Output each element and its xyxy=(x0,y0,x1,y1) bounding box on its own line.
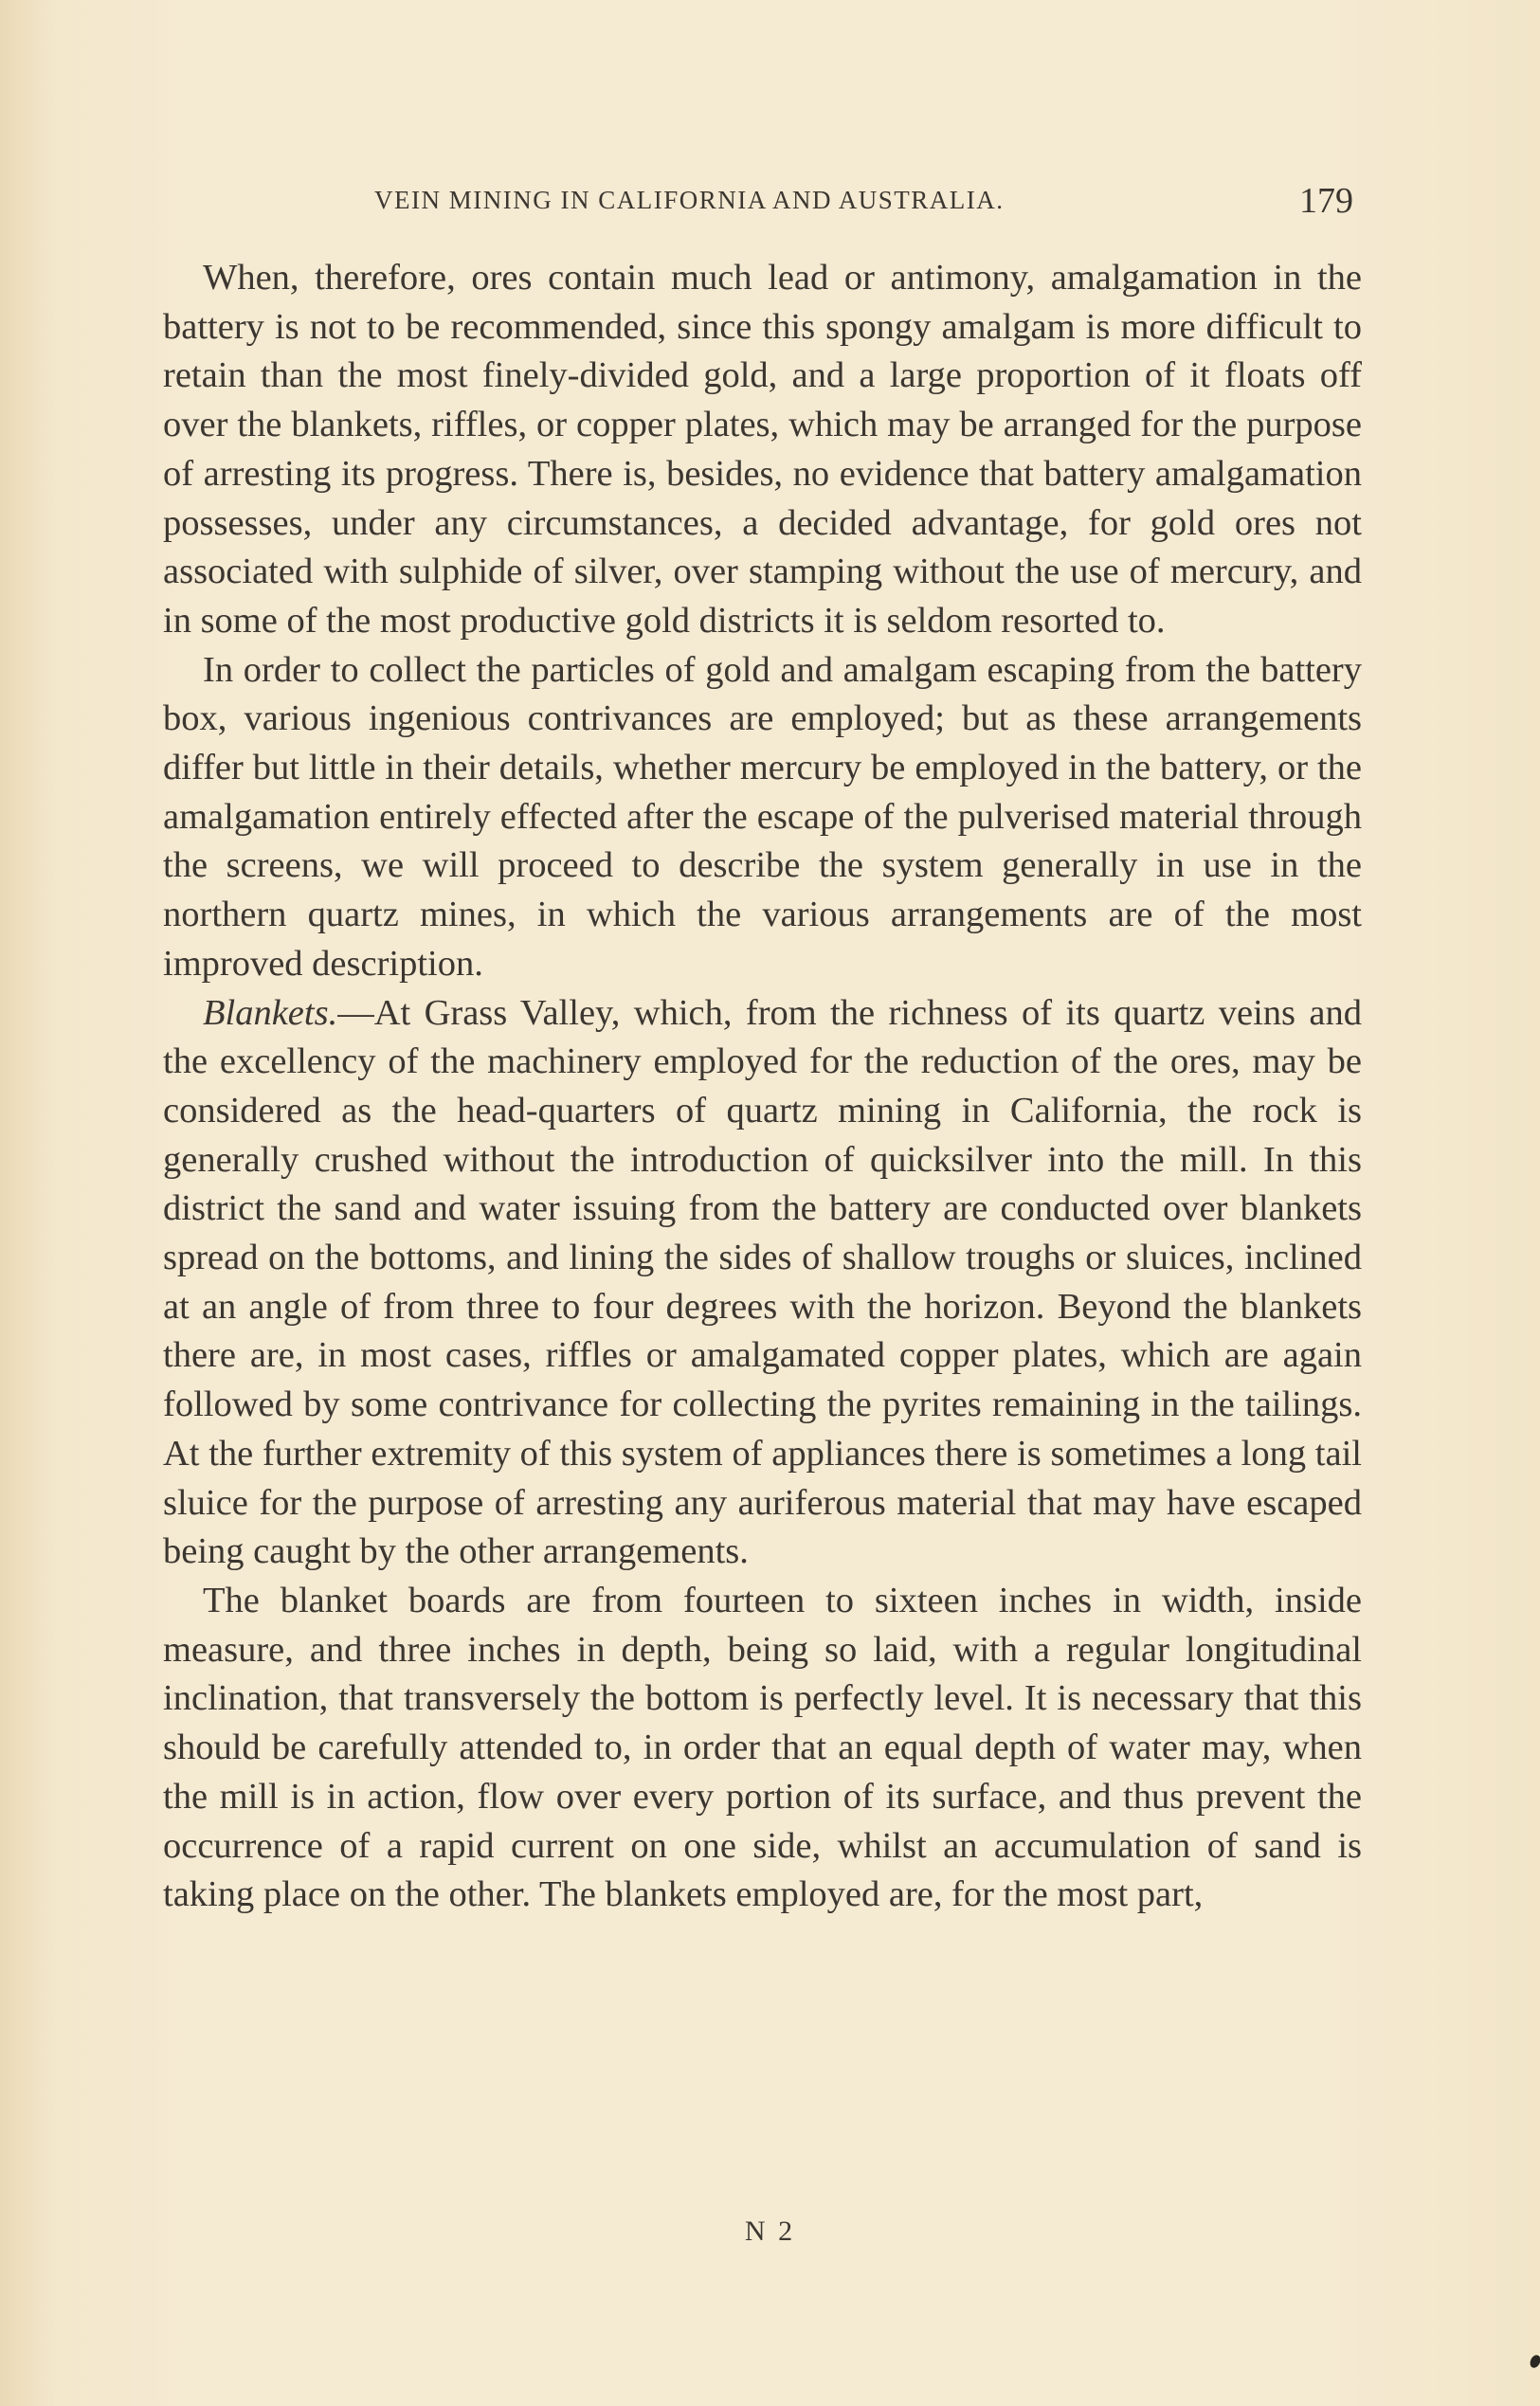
paragraph xyxy=(163,646,1362,989)
signature-mark: N 2 xyxy=(744,2216,796,2247)
paragraph xyxy=(163,1577,1362,1920)
body-text xyxy=(163,254,1362,1920)
page-number: 179 xyxy=(1299,181,1353,221)
side-heading: Blankets. xyxy=(203,992,338,1033)
page-header xyxy=(166,180,1365,227)
paragraph-text: The blanket boards are from fourteen to sixteen inches in width, inside measure, and three inches in depth, being so laid, with a regular longitudinal inclination, that transversely the bottom is perfectly level. It is necessary that this should be carefully attended to, in order that an equal depth of water may, when the mill is in action, flow over every portion of its surface, and thus prevent the occurrence of a rapid current on one side, whilst an accumulation of sand is taking place on the other. The blankets employed are, for the most part, xyxy=(163,1580,1362,1915)
paragraph-text: —At Grass Valley, which, from the richness of its quartz veins and the excellency of the machinery employed for the reduction of the ores, may be considered as the head-quarters of quartz mining in California, the rock is generally crushed without the introduction of quicksilver into the mill. In this district the sand and water issuing from the battery are conducted over blankets spread on the bottoms, and lining the sides of shallow troughs or sluices, inclined at an angle of from three to four degrees with the horizon. Beyond the blankets there are, in most cases, riffles or amalgamated copper plates, which are again followed by some contrivance for collecting the pyrites remaining in the tailings. At the further extremity of this system of appliances there is sometimes a long tail sluice for the purpose of arresting any auriferous material that may have escaped being caught by the other arrangements. xyxy=(163,992,1362,1572)
paragraph-text: When, therefore, ores contain much lead or antimony, amalgamation in the battery is not to be recommended, since this spongy amalgam is more difficult to retain than the most finely-divided gold, and a large proportion of it floats off over the blankets, riffles, or copper plates, which may be arranged for the purpose of arresting its progress. There is, besides, no evidence that battery amalgamation possesses, under any circumstances, a decided advantage, for gold ores not associated with sulphide of silver, over stamping without the use of mercury, and in some of the most productive gold districts it is seldom resorted to. xyxy=(163,258,1362,641)
paragraph xyxy=(163,989,1362,1577)
paragraph-text: In order to collect the particles of gold and amalgam escaping from the battery box, various ingenious contrivances are employed; but as these arrangements differ but little in their details, whether mercury be employed in the battery, or the amalgamation entirely effected after the escape of the pulverised material through the screens, we will proceed to describe the system generally in use in the northern quartz mines, in which the various arrangements are of the most improved description. xyxy=(163,649,1362,984)
ink-spot xyxy=(1529,2354,1540,2370)
running-head: VEIN MINING IN CALIFORNIA AND AUSTRALIA. xyxy=(374,186,1005,214)
paragraph xyxy=(163,254,1362,646)
